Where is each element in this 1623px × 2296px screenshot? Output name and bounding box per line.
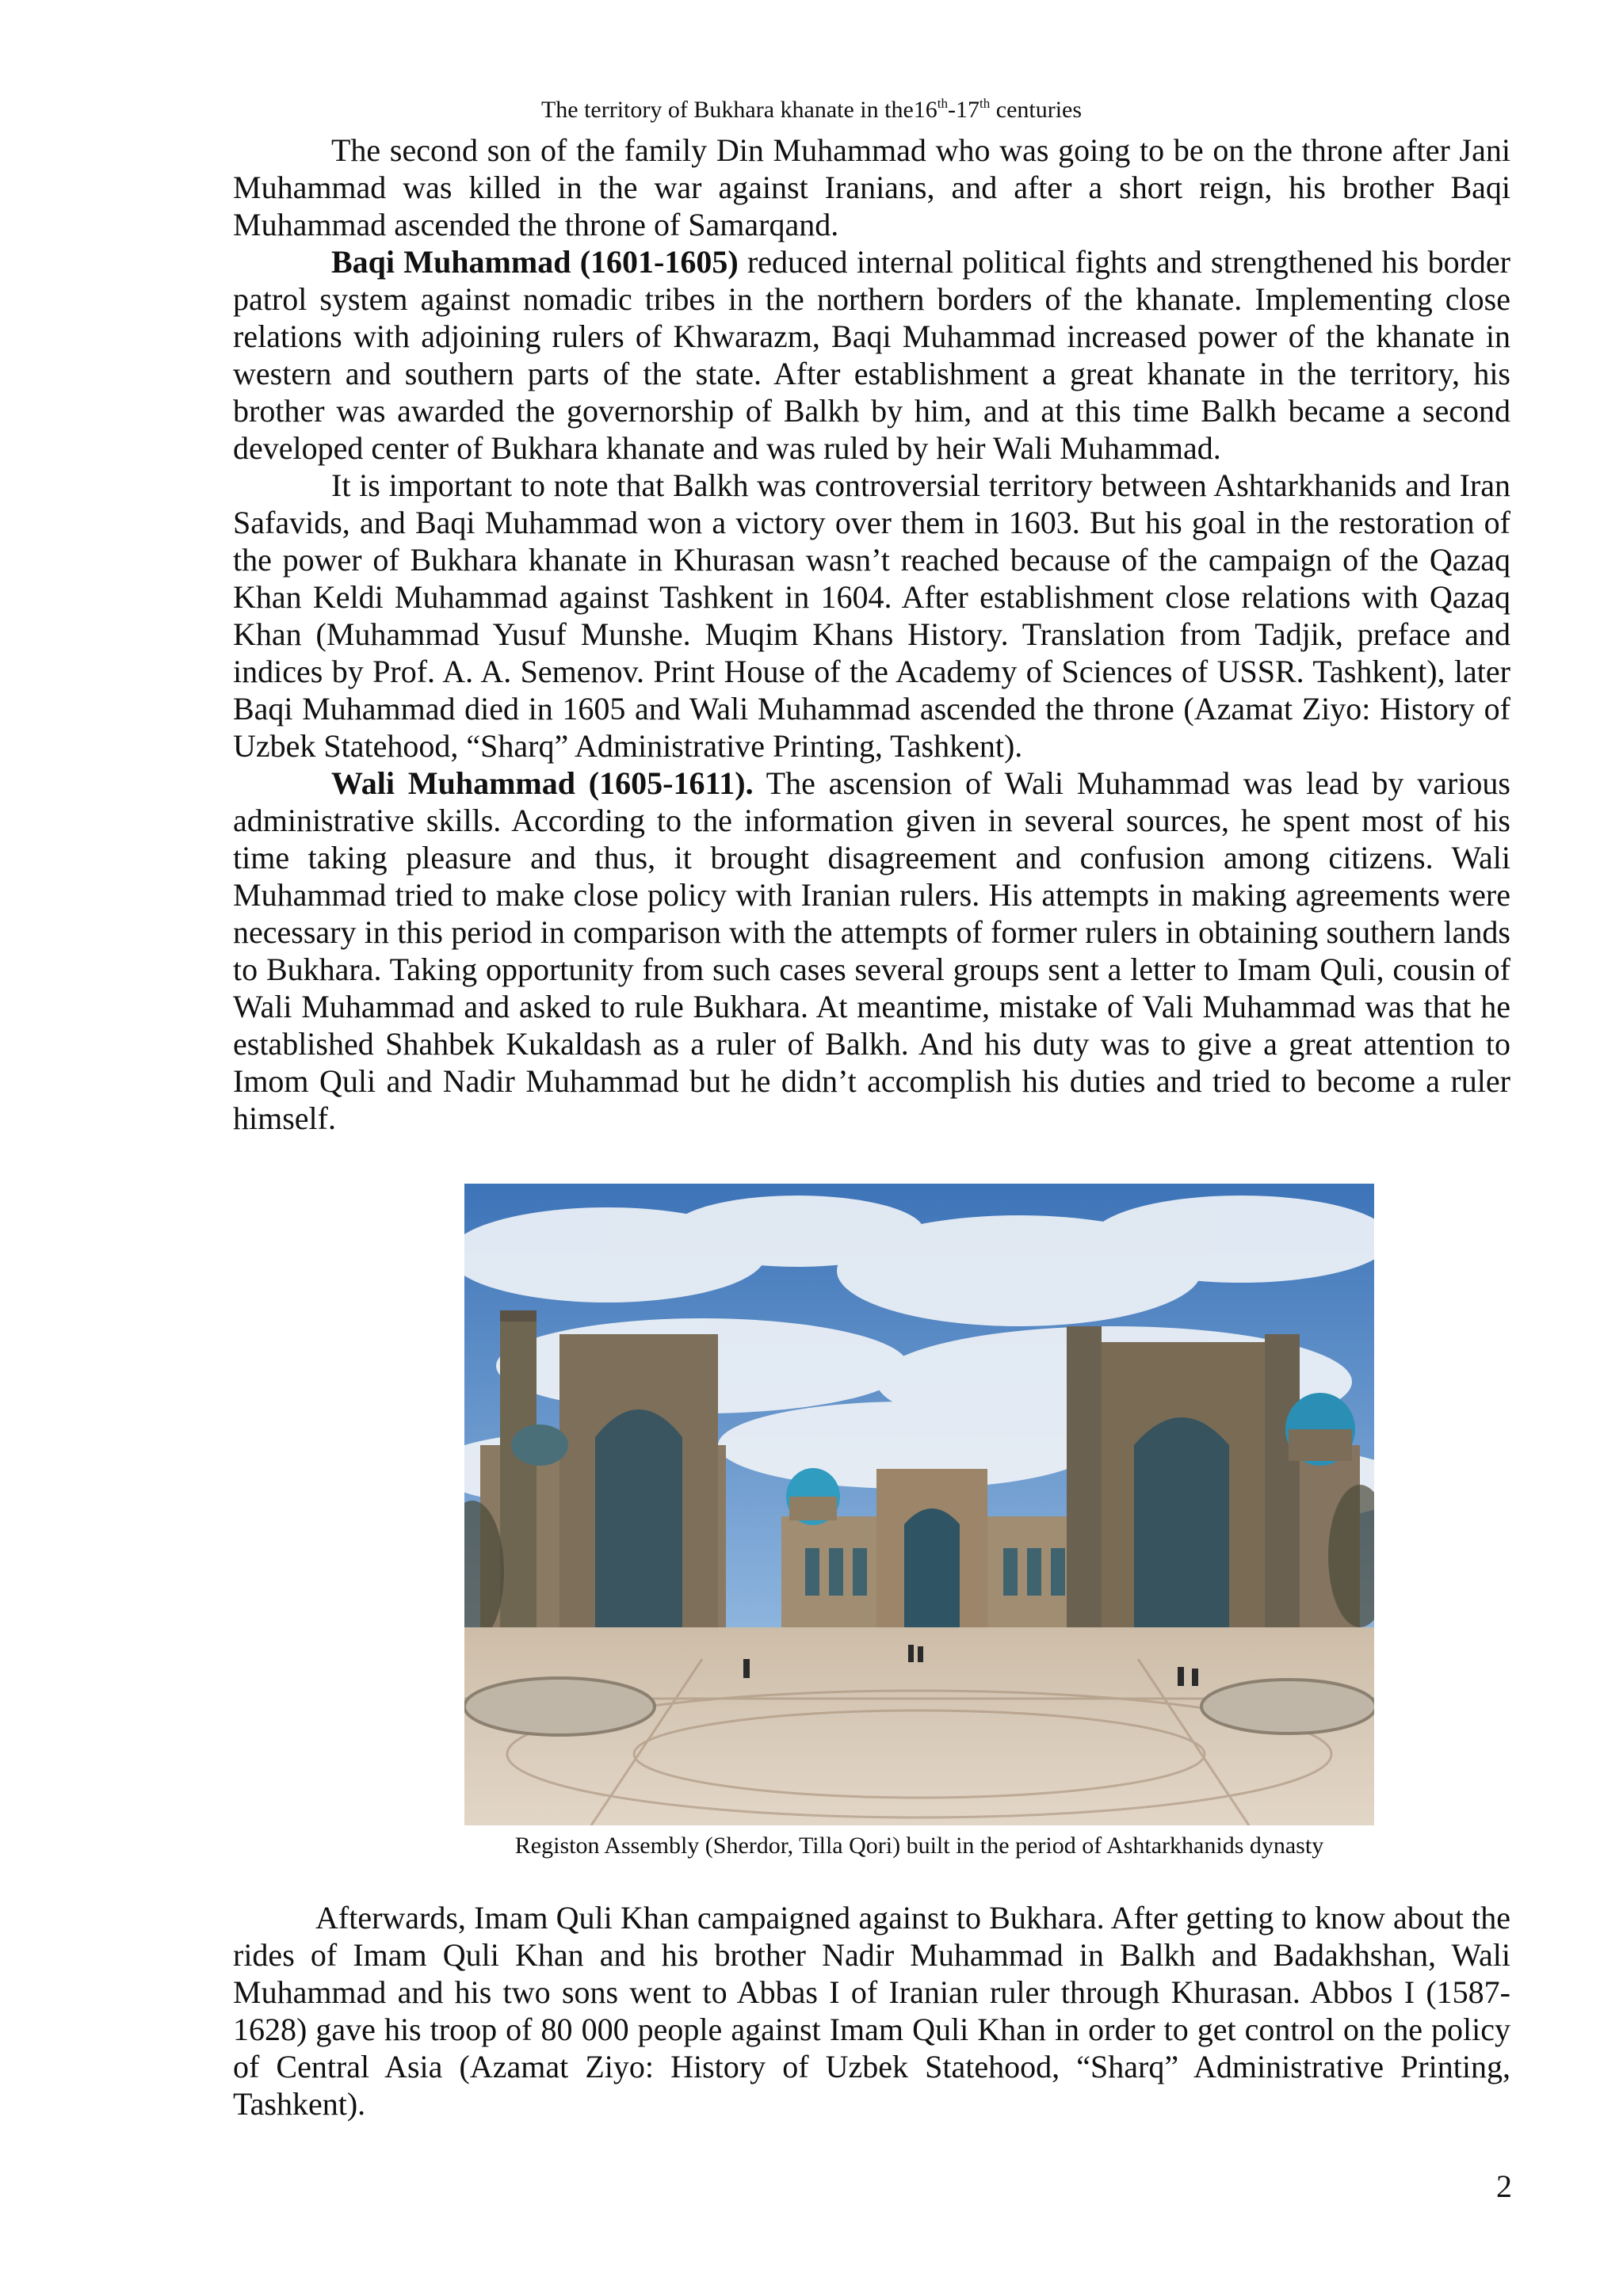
header-superscript: th xyxy=(937,96,949,111)
paragraph-3: It is important to note that Balkh was controversial territory between Ashtarkhanids and Iran Safavids, and Baqi Muhammad won a victory over them in 1603. But his goal in the restoration of the power of Bukhara khanate in Khurasan wasn’t reached because of the campaign of the Qazaq Khan Keldi Muhammad against Tashkent in 1604. After establishment close relations with Qazaq Khan (Muhammad Yusuf Munshe. Muqim Khans History. Translation from Tadjik, preface and indices by Prof. A. A. Semenov. Print House of the Academy of Sciences of USSR. Tashkent), later Baqi Muhammad died in 1605 and Wali Muhammad ascended the throne (Azamat Ziyo: History of Uzbek Statehood, “Sharq” Administrative Printing, Tashkent). xyxy=(233,467,1510,764)
header-text-suffix: centuries xyxy=(990,97,1083,123)
paragraph-2-text: reduced internal political fights and strengthened his border patrol system against nomadic tribes in the northern borders of the khanate. Implementing close relations with adjoining rulers of Khwarazm, Baqi Muhammad increased power of the khanate in western and southern parts of the state. After establishment a great khanate in the territory, his brother was awarded the governorship of Balkh by him, and at this time Balkh became a second developed center of Bukhara khanate and was ruled by heir Wali Muhammad. xyxy=(233,244,1511,466)
registan-photo xyxy=(464,1184,1374,1825)
header-text-mid: -17 xyxy=(948,97,980,123)
running-header xyxy=(0,95,1623,125)
paragraph-4 xyxy=(233,765,1510,1137)
body-text-bottom xyxy=(233,1899,1510,2122)
paragraph-5: Afterwards, Imam Quli Khan campaigned against to Bukhara. After getting to know about the rides of Imam Quli Khan and his brother Nadir Muhammad in Balkh and Badakhshan, Wali Muhammad and his two sons went to Abbas I of Iranian ruler through Khurasan. Abbos I (1587-1628) gave his troop of 80 000 people against Imam Quli Khan in order to get control on the policy of Central Asia (Azamat Ziyo: History of Uzbek Statehood, “Sharq” Administrative Printing, Tashkent). xyxy=(233,1900,1510,2122)
paragraph-2 xyxy=(233,243,1510,467)
paragraph-4-text: The ascension of Wali Muhammad was lead by various administrative skills. According to the information given in several sources, he spent most of his time taking pleasure and thus, it brought disagreement and confusion among citizens. Wali Muhammad tried to make close policy with Iranian rulers. His attempts in making agreements were necessary in this period in comparison with the attempts of former rulers in obtaining southern lands to Bukhara. Taking opportunity from such cases several groups sent a letter to Imam Quli, cousin of Wali Muhammad and asked to rule Bukhara. At meantime, mistake of Vali Muhammad was that he established Shahbek Kukaldash as a ruler of Balkh. And his duty was to give a great attention to Imom Quli and Nadir Muhammad but he didn’t accomplish his duties and tried to become a ruler himself. xyxy=(233,765,1510,1136)
heading-wali-muhammad: Wali Muhammad (1605-1611). xyxy=(331,765,754,801)
body-text-top xyxy=(233,132,1510,1137)
header-superscript-2: th xyxy=(980,96,991,111)
heading-baqi-muhammad: Baqi Muhammad (1601-1605) xyxy=(331,244,739,280)
figure-caption: Registon Assembly (Sherdor, Tilla Qori) built in the period of Ashtarkhanids dynasty xyxy=(514,1833,1324,1859)
page-number: 2 xyxy=(1496,2168,1512,2204)
paragraph-1: The second son of the family Din Muhammad who was going to be on the throne after Jani Muhammad was killed in the war against Iranians, and after a short reign, his brother Baqi Muhammad ascended the throne of Samarqand. xyxy=(233,132,1510,242)
header-text: The territory of Bukhara khanate in the16 xyxy=(540,97,938,123)
